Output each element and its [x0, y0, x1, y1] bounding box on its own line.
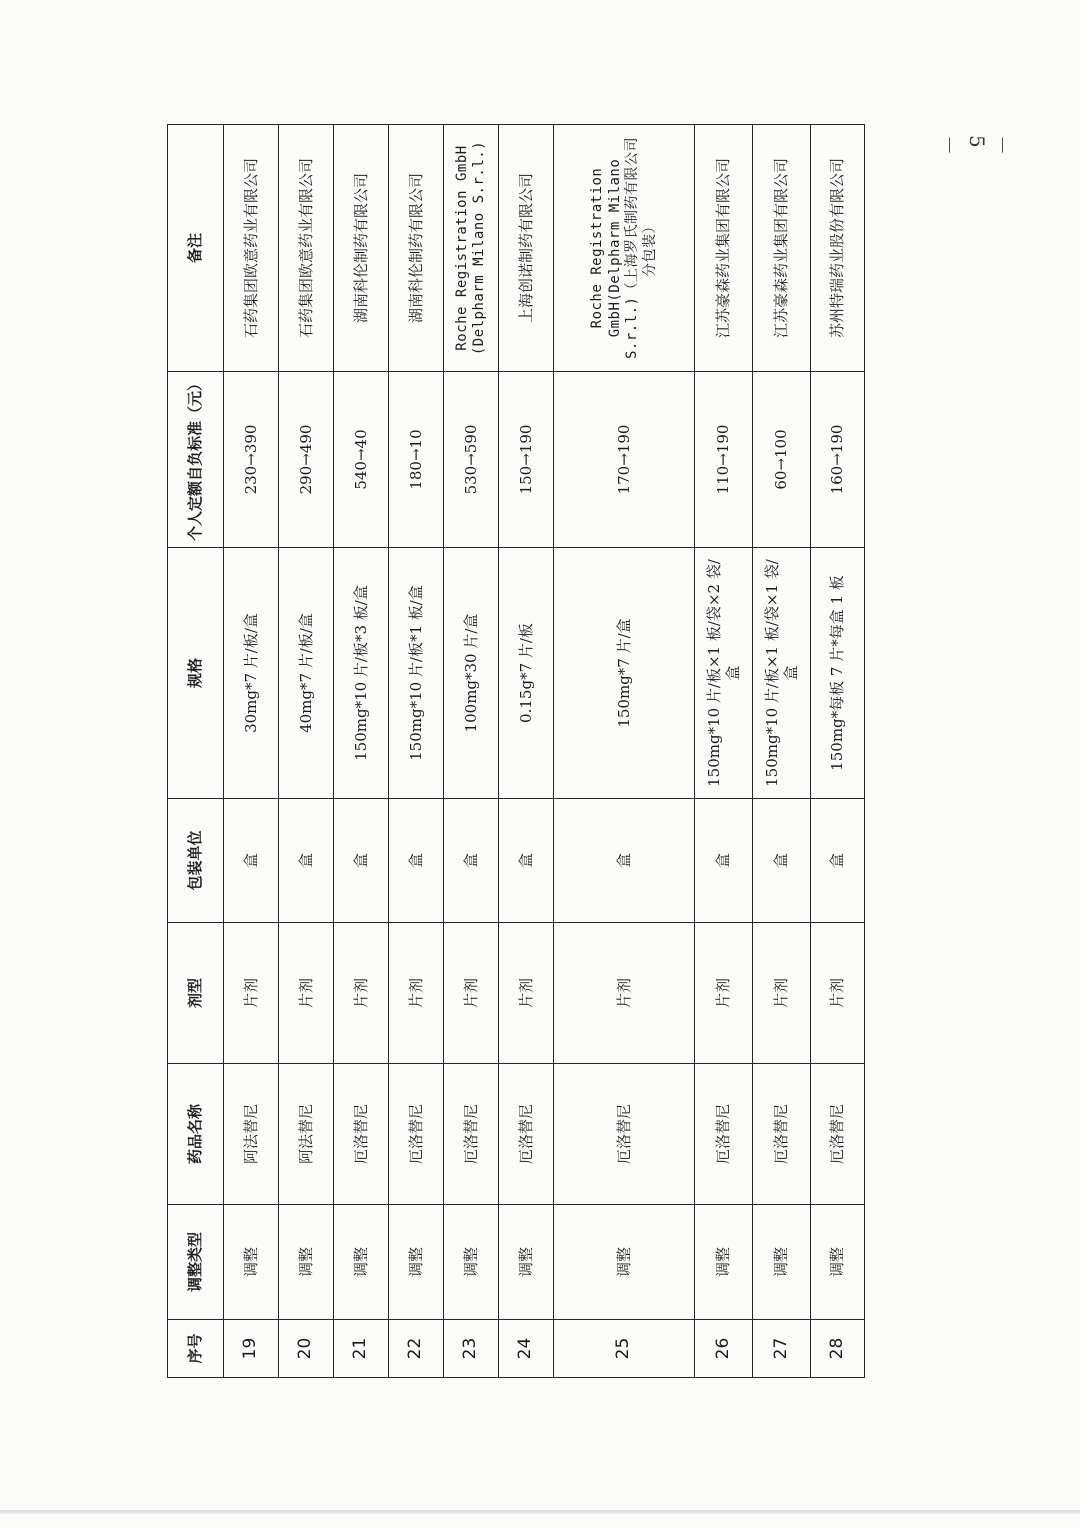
cell-remark: 苏州特瑞药业股份有限公司	[811, 125, 865, 372]
cell-type: 调整	[554, 1205, 695, 1320]
cell-quota: 60→100	[753, 372, 811, 548]
cell-form: 片剂	[695, 923, 753, 1064]
cell-form: 片剂	[389, 923, 444, 1064]
cell-quota: 170→190	[554, 372, 695, 548]
cell-name: 厄洛替尼	[334, 1064, 389, 1205]
cell-spec: 150mg*10 片/板*3 板/盒	[334, 548, 389, 799]
cell-spec: 0.15g*7 片/板	[499, 548, 554, 799]
cell-spec: 40mg*7 片/板/盒	[279, 548, 334, 799]
cell-type: 调整	[224, 1205, 279, 1320]
cell-unit: 盒	[334, 799, 389, 923]
cell-no: 27	[753, 1320, 811, 1378]
header-type: 调整类型	[168, 1205, 224, 1320]
cell-name: 阿法替尼	[279, 1064, 334, 1205]
cell-remark: 石药集团欧意药业有限公司	[224, 125, 279, 372]
cell-remark: Roche Registration GmbH (Delpharm Milano S.r.l.)	[444, 125, 499, 372]
header-form: 剂型	[168, 923, 224, 1064]
table-row	[279, 125, 334, 1378]
cell-no: 26	[695, 1320, 753, 1378]
cell-no: 28	[811, 1320, 865, 1378]
header-remark: 备注	[168, 125, 224, 372]
header-row	[168, 125, 224, 1378]
cell-name: 厄洛替尼	[811, 1064, 865, 1205]
cell-spec: 150mg*10 片/板*1 板/盒	[389, 548, 444, 799]
cell-quota: 160→190	[811, 372, 865, 548]
header-quota: 个人定额自负标准（元）	[168, 372, 224, 548]
cell-spec: 150mg*7 片/盒	[554, 548, 695, 799]
cell-quota: 530→590	[444, 372, 499, 548]
cell-quota: 290→490	[279, 372, 334, 548]
cell-type: 调整	[695, 1205, 753, 1320]
cell-unit: 盒	[444, 799, 499, 923]
cell-unit: 盒	[695, 799, 753, 923]
cell-name: 厄洛替尼	[389, 1064, 444, 1205]
cell-type: 调整	[811, 1205, 865, 1320]
cell-spec: 100mg*30 片/盒	[444, 548, 499, 799]
cell-unit: 盒	[279, 799, 334, 923]
cell-unit: 盒	[499, 799, 554, 923]
cell-remark: 江苏豪森药业集团有限公司	[695, 125, 753, 372]
cell-form: 片剂	[499, 923, 554, 1064]
cell-form: 片剂	[753, 923, 811, 1064]
header-unit: 包装单位	[168, 799, 224, 923]
cell-no: 22	[389, 1320, 444, 1378]
cell-no: 20	[279, 1320, 334, 1378]
cell-quota: 540→40	[334, 372, 389, 548]
cell-quota: 150→190	[499, 372, 554, 548]
cell-spec: 150mg*每板 7 片*每盒 1 板	[811, 548, 865, 799]
table-row	[444, 125, 499, 1378]
cell-name: 厄洛替尼	[695, 1064, 753, 1205]
header-name: 药品名称	[168, 1064, 224, 1205]
cell-name: 厄洛替尼	[444, 1064, 499, 1205]
cell-no: 23	[444, 1320, 499, 1378]
cell-form: 片剂	[224, 923, 279, 1064]
table-row	[753, 125, 811, 1378]
cell-remark: 上海创诺制药有限公司	[499, 125, 554, 372]
cell-name: 厄洛替尼	[554, 1064, 695, 1205]
table-row	[224, 125, 279, 1378]
table-row	[389, 125, 444, 1378]
drug-adjustment-table	[167, 124, 865, 1378]
cell-form: 片剂	[279, 923, 334, 1064]
cell-type: 调整	[279, 1205, 334, 1320]
cell-no: 25	[554, 1320, 695, 1378]
cell-remark: 湖南科伦制药有限公司	[334, 125, 389, 372]
cell-form: 片剂	[554, 923, 695, 1064]
cell-form: 片剂	[334, 923, 389, 1064]
cell-remark: Roche Registration GmbH(Delpharm Milano S.r.l.)（上海罗氏制药有限公司分包装）	[554, 125, 695, 372]
cell-type: 调整	[753, 1205, 811, 1320]
cell-form: 片剂	[444, 923, 499, 1064]
cell-no: 24	[499, 1320, 554, 1378]
cell-form: 片剂	[811, 923, 865, 1064]
table-row	[554, 125, 695, 1378]
cell-unit: 盒	[554, 799, 695, 923]
cell-type: 调整	[334, 1205, 389, 1320]
cell-name: 厄洛替尼	[499, 1064, 554, 1205]
cell-remark: 石药集团欧意药业有限公司	[279, 125, 334, 372]
cell-unit: 盒	[389, 799, 444, 923]
cell-unit: 盒	[224, 799, 279, 923]
rotated-table-container	[167, 125, 864, 1378]
table-row	[811, 125, 865, 1378]
header-spec: 规格	[168, 548, 224, 799]
cell-no: 19	[224, 1320, 279, 1378]
header-no: 序号	[168, 1320, 224, 1378]
cell-spec: 150mg*10 片/板×1 板/袋×1 袋/盒	[753, 548, 811, 799]
cell-no: 21	[334, 1320, 389, 1378]
table-row	[499, 125, 554, 1378]
table-row	[695, 125, 753, 1378]
page-number: － 5 －	[937, 135, 1014, 157]
cell-quota: 180→10	[389, 372, 444, 548]
cell-type: 调整	[444, 1205, 499, 1320]
cell-quota: 230→390	[224, 372, 279, 548]
cell-name: 阿法替尼	[224, 1064, 279, 1205]
cell-type: 调整	[389, 1205, 444, 1320]
cell-name: 厄洛替尼	[753, 1064, 811, 1205]
cell-spec: 150mg*10 片/板×1 板/袋×2 袋/盒	[695, 548, 753, 799]
cell-type: 调整	[499, 1205, 554, 1320]
cell-unit: 盒	[753, 799, 811, 923]
cell-spec: 30mg*7 片/板/盒	[224, 548, 279, 799]
cell-remark: 湖南科伦制药有限公司	[389, 125, 444, 372]
cell-unit: 盒	[811, 799, 865, 923]
scan-edge-line	[0, 1510, 1080, 1514]
cell-quota: 110→190	[695, 372, 753, 548]
cell-remark: 江苏豪森药业集团有限公司	[753, 125, 811, 372]
table-row	[334, 125, 389, 1378]
